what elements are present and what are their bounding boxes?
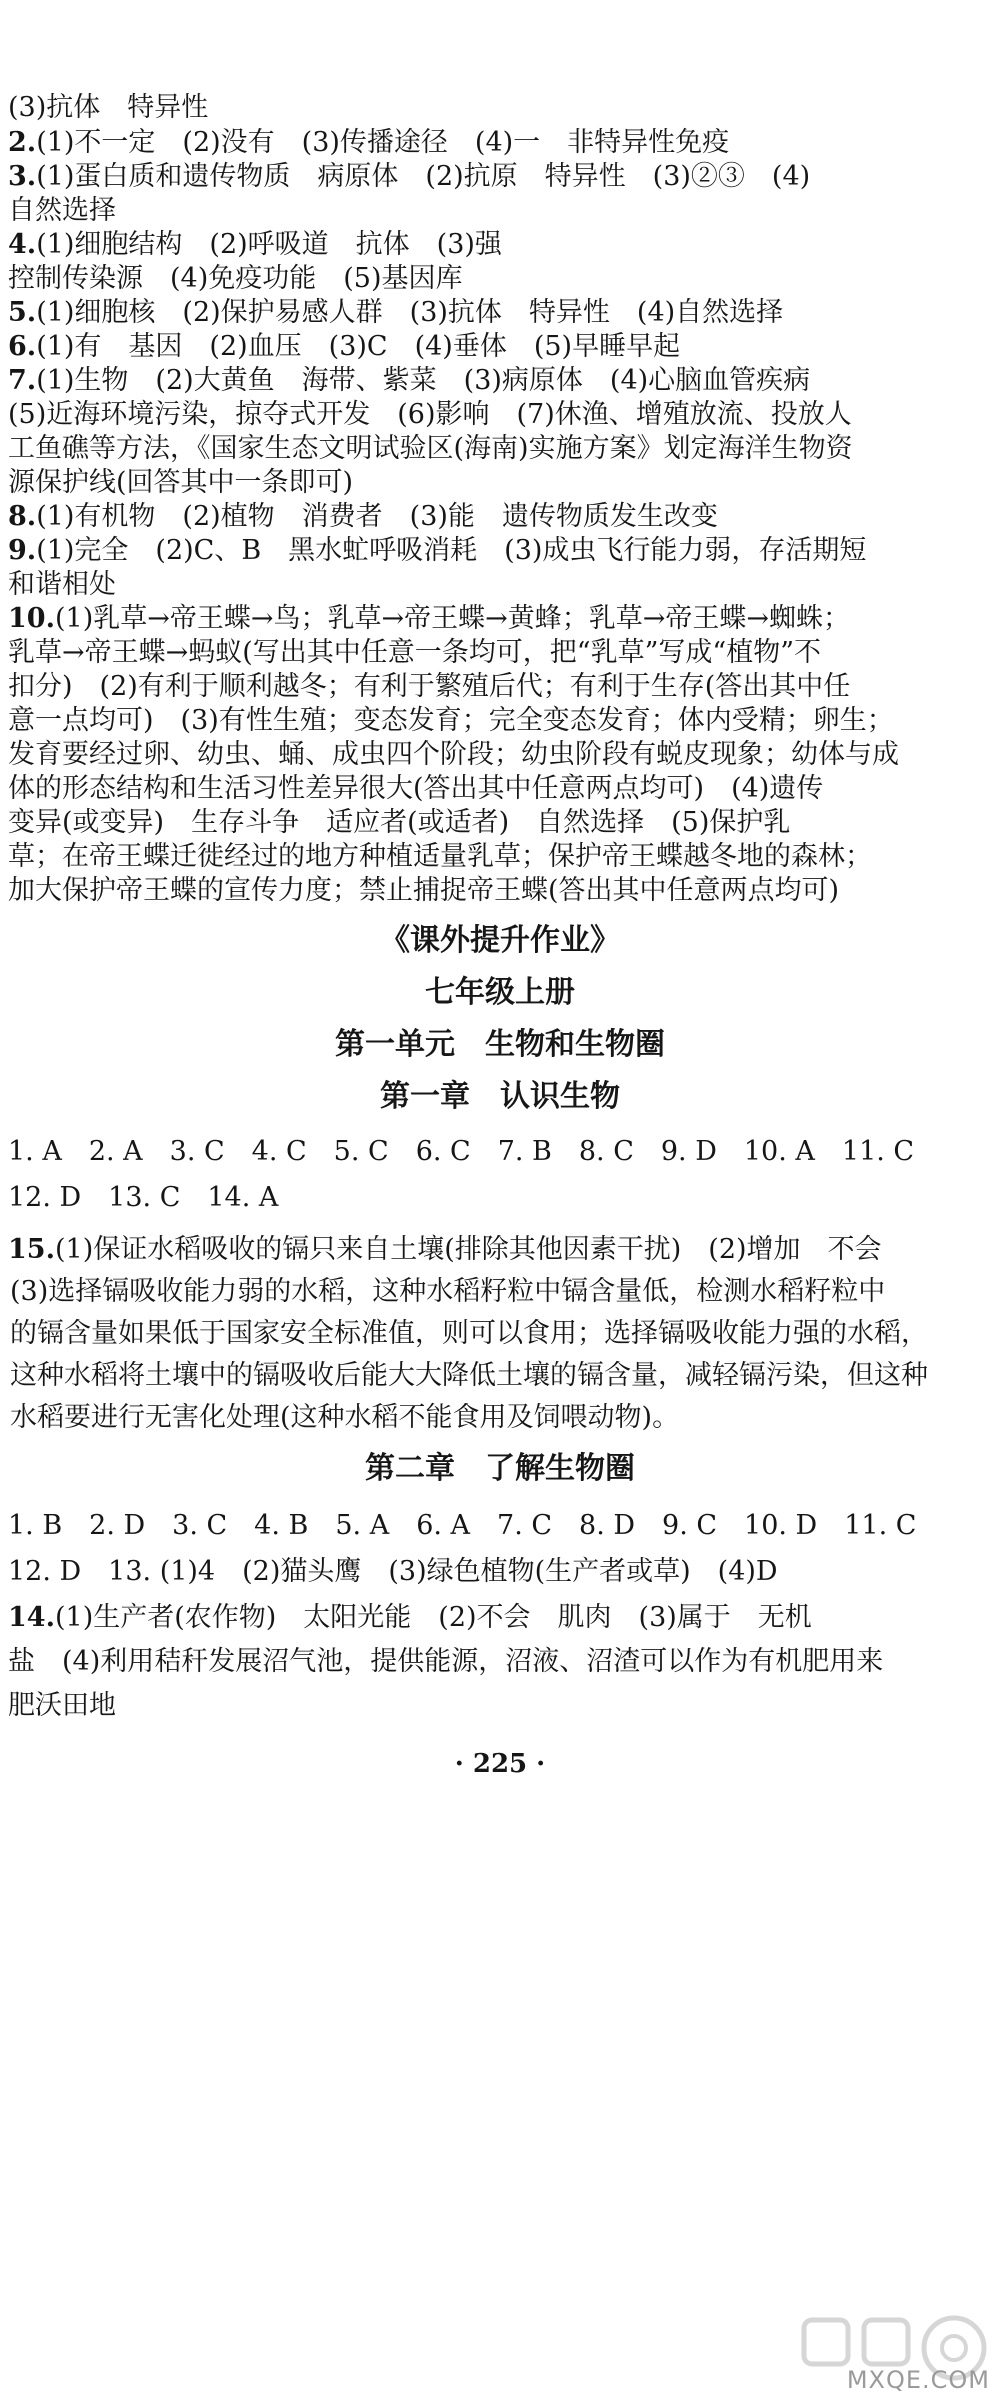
answer-line: 发育要经过卵、幼虫、蛹、成虫四个阶段；幼虫阶段有蜕皮现象；幼体与成 (8, 739, 899, 770)
answer-line: 工鱼礁等方法，《国家生态文明试验区(海南)实施方案》划定海洋生物资 (8, 433, 853, 464)
answer-line: 8.(1)有机物 (2)植物 消费者 (3)能 遗传物质发生改变 (8, 501, 718, 532)
chapter-heading: 第一章 认识生物 (380, 1079, 620, 1114)
answer-line: 2.(1)不一定 (2)没有 (3)传播途径 (4)一 非特异性免疫 (8, 127, 730, 158)
answer-line: 9.(1)完全 (2)C、B 黑水虻呼吸消耗 (3)成虫飞行能力弱，存活期短 (8, 535, 867, 566)
answer-line: (3)抗体 特异性 (8, 92, 209, 123)
answer-line: 自然选择 (8, 195, 116, 226)
answer-line: 加大保护帝王蝶的宣传力度；禁止捕捉帝王蝶(答出其中任意两点均可) (8, 875, 840, 906)
answer-line: 乳草→帝王蝶→蚂蚁(写出其中任意一条均可，把“乳草”写成“植物”不 (8, 637, 821, 668)
grade-heading: 七年级上册 (425, 975, 575, 1010)
answer-line: 水稻要进行无害化处理(这种水稻不能食用及饲喂动物)。 (10, 1402, 680, 1433)
answer-line: 扣分) (2)有利于顺利越冬；有利于繁殖后代；有利于生存(答出其中任 (8, 671, 851, 702)
answer-line: 源保护线(回答其中一条即可) (8, 467, 354, 498)
answer-line: 1. A 2. A 3. C 4. C 5. C 6. C 7. B 8. C 9. D 10. A 11. C (8, 1136, 915, 1167)
answer-line: 意一点均可) (3)有性生殖；变态发育；完全变态发育；体内受精；卵生； (8, 705, 894, 736)
answer-line: 10.(1)乳草→帝王蝶→鸟；乳草→帝王蝶→黄蜂；乳草→帝王蝶→蜘蛛； (8, 603, 850, 634)
answer-line: 5.(1)细胞核 (2)保护易感人群 (3)抗体 特异性 (4)自然选择 (8, 297, 784, 328)
answer-line: 的镉含量如果低于国家安全标准值，则可以食用；选择镉吸收能力强的水稻， (10, 1318, 928, 1349)
answer-line: 肥沃田地 (8, 1690, 116, 1721)
answer-line: 控制传染源 (4)免疫功能 (5)基因库 (8, 263, 463, 294)
answer-line: 1. B 2. D 3. C 4. B 5. A 6. A 7. C 8. D 9. C 10. D 11. C (8, 1510, 917, 1541)
answer-line: (3)选择镉吸收能力弱的水稻，这种水稻籽粒中镉含量低，检测水稻籽粒中 (10, 1276, 886, 1307)
answer-line: 12. D 13. (1)4 (2)猫头鹰 (3)绿色植物(生产者或草) (4)D (8, 1556, 778, 1587)
answer-line: 7.(1)生物 (2)大黄鱼 海带、紫菜 (3)病原体 (4)心脑血管疾病 (8, 365, 811, 396)
answer-line: 体的形态结构和生活习性差异很大(答出其中任意两点均可) (4)遗传 (8, 773, 824, 804)
answer-line: 12. D 13. C 14. A (8, 1182, 279, 1213)
answer-line: (5)近海环境污染，掠夺式开发 (6)影响 (7)休渔、增殖放流、投放人 (8, 399, 852, 430)
watermark-text: MXQE.COM (846, 2366, 990, 2394)
unit-heading: 第一单元 生物和生物圈 (335, 1027, 665, 1062)
answer-line: 6.(1)有 基因 (2)血压 (3)C (4)垂体 (5)早睡早起 (8, 331, 681, 362)
answer-line: 3.(1)蛋白质和遗传物质 病原体 (2)抗原 特异性 (3)②③ (4) (8, 161, 811, 192)
answer-line: 14.(1)生产者(农作物) 太阳光能 (2)不会 肌肉 (3)属于 无机 (8, 1602, 812, 1633)
answer-line: 盐 (4)利用秸秆发展沼气池，提供能源，沼液、沼渣可以作为有机肥用来 (8, 1646, 884, 1677)
chapter-heading: 第二章 了解生物圈 (365, 1451, 635, 1486)
answer-line: 草；在帝王蝶迁徙经过的地方种植适量乳草；保护帝王蝶越冬地的森林； (8, 841, 872, 872)
answer-line: 15.(1)保证水稻吸收的镉只来自土壤(排除其他因素干扰) (2)增加 不会 (8, 1234, 882, 1265)
answer-line: 变异(或变异) 生存斗争 适应者(或适者) 自然选择 (5)保护乳 (8, 807, 791, 838)
book-title-heading: 《课外提升作业》 (380, 923, 620, 958)
answer-line: 这种水稻将土壤中的镉吸收后能大大降低土壤的镉含量，减轻镉污染，但这种 (10, 1360, 928, 1391)
page-number: · 225 · (454, 1749, 546, 1779)
answer-line: 和谐相处 (8, 569, 116, 600)
answer-line: 4.(1)细胞结构 (2)呼吸道 抗体 (3)强 (8, 229, 502, 260)
